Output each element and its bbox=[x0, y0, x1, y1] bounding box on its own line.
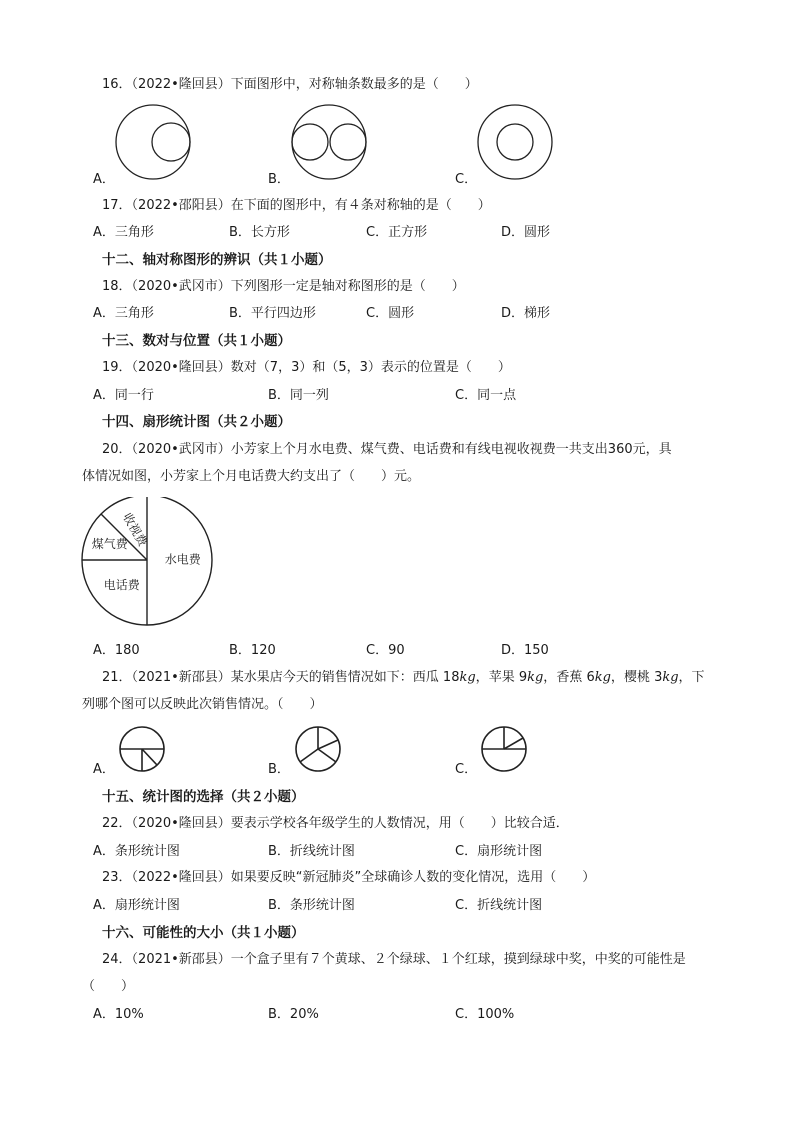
q21-figure-a bbox=[117, 725, 169, 775]
q20-pie-chart bbox=[80, 497, 218, 627]
q20-option-a[interactable]: A．180 bbox=[93, 643, 140, 658]
section-15-heading: 十五、统计图的选择（共２小题） bbox=[102, 789, 305, 805]
q17-option-a[interactable]: A．三角形 bbox=[93, 225, 154, 240]
q20-option-c[interactable]: C．90 bbox=[366, 643, 405, 658]
q20-option-b[interactable]: B．120 bbox=[229, 643, 276, 658]
section-16-heading: 十六、可能性的大小（共１小题） bbox=[102, 925, 305, 941]
q20-stem-line2: 体情况如图，小芳家上个月电话费大约支出了（ ）元。 bbox=[82, 469, 421, 484]
q23-stem: 23．（2022•隆回县）如果要反映“新冠肺炎”全球确诊人数的变化情况，选用（ ） bbox=[102, 870, 596, 885]
q21-figure-b bbox=[293, 725, 345, 775]
q23-option-a[interactable]: A．扇形统计图 bbox=[93, 898, 180, 913]
q17-option-c[interactable]: C．正方形 bbox=[366, 225, 428, 240]
q17-stem: 17．（2022•邵阳县）在下面的图形中，有４条对称轴的是（ ） bbox=[102, 198, 491, 213]
q21-figure-c bbox=[479, 725, 531, 775]
section-12-heading: 十二、轴对称图形的辨识（共１小题） bbox=[102, 252, 332, 268]
q19-option-c[interactable]: C．同一点 bbox=[455, 388, 517, 403]
q16-figure-b bbox=[290, 103, 370, 181]
q16-option-c[interactable]: C． bbox=[455, 172, 478, 187]
q20-stem-line1: 20．（2020•武冈市）小芳家上个月水电费、煤气费、电话费和有线电视收视费一共支出360元，具 bbox=[102, 442, 672, 457]
pie-label-gas: 煤气费 bbox=[91, 537, 128, 552]
section-13-heading: 十三、数对与位置（共１小题） bbox=[102, 333, 291, 349]
q22-stem: 22．（2020•隆回县）要表示学校各年级学生的人数情况，用（ ）比较合适． bbox=[102, 816, 569, 831]
pie-label-phone: 电话费 bbox=[103, 577, 140, 592]
q21-stem-line2: 列哪个图可以反映此次销售情况。（ ） bbox=[82, 697, 323, 712]
q17-option-b[interactable]: B．长方形 bbox=[229, 225, 290, 240]
q18-stem: 18．（2020•武冈市）下列图形一定是轴对称图形的是（ ） bbox=[102, 279, 465, 294]
pie-label-tv: 收视费 bbox=[119, 510, 151, 549]
q16-stem: 16．（2022•隆回县）下面图形中，对称轴条数最多的是（ ） bbox=[102, 77, 478, 92]
q16-option-b[interactable]: B． bbox=[268, 172, 290, 187]
q19-option-a[interactable]: A．同一行 bbox=[93, 388, 154, 403]
q21-option-a[interactable]: A． bbox=[93, 762, 115, 777]
q24-option-a[interactable]: A．10% bbox=[93, 1007, 144, 1022]
q16-figure-a bbox=[114, 103, 194, 181]
q21-option-c[interactable]: C． bbox=[455, 762, 478, 777]
q21-stem-line1: 21．（2021•新邵县）某水果店今天的销售情况如下：西瓜 18kg，苹果 9kg，香蕉 6kg，樱桃 3kg，下 bbox=[102, 670, 705, 685]
q24-option-c[interactable]: C．100% bbox=[455, 1007, 515, 1022]
q18-option-b[interactable]: B．平行四边形 bbox=[229, 306, 316, 321]
q24-stem-line1: 24．（2021•新邵县）一个盒子里有７个黄球、２个绿球、１个红球，摸到绿球中奖，中奖的可能性是 bbox=[102, 952, 686, 967]
q16-figure-c bbox=[476, 103, 556, 181]
q21-option-b[interactable]: B． bbox=[268, 762, 290, 777]
q22-option-c[interactable]: C．扇形统计图 bbox=[455, 844, 543, 859]
q19-option-b[interactable]: B．同一列 bbox=[268, 388, 329, 403]
q22-option-a[interactable]: A．条形统计图 bbox=[93, 844, 180, 859]
q23-option-c[interactable]: C．折线统计图 bbox=[455, 898, 543, 913]
q24-stem-line2: （ ） bbox=[82, 979, 135, 994]
q16-option-a[interactable]: A． bbox=[93, 172, 115, 187]
q24-option-b[interactable]: B．20% bbox=[268, 1007, 319, 1022]
q18-option-c[interactable]: C．圆形 bbox=[366, 306, 415, 321]
q18-option-a[interactable]: A．三角形 bbox=[93, 306, 154, 321]
q19-stem: 19．（2020•隆回县）数对（7，3）和（5，3）表示的位置是（ ） bbox=[102, 360, 511, 375]
q22-option-b[interactable]: B．折线统计图 bbox=[268, 844, 355, 859]
q17-option-d[interactable]: D．圆形 bbox=[501, 225, 551, 240]
q23-option-b[interactable]: B．条形统计图 bbox=[268, 898, 355, 913]
q18-option-d[interactable]: D．梯形 bbox=[501, 306, 551, 321]
q20-option-d[interactable]: D．150 bbox=[501, 643, 549, 658]
pie-label-utilities: 水电费 bbox=[164, 552, 201, 567]
section-14-heading: 十四、扇形统计图（共２小题） bbox=[102, 414, 291, 430]
